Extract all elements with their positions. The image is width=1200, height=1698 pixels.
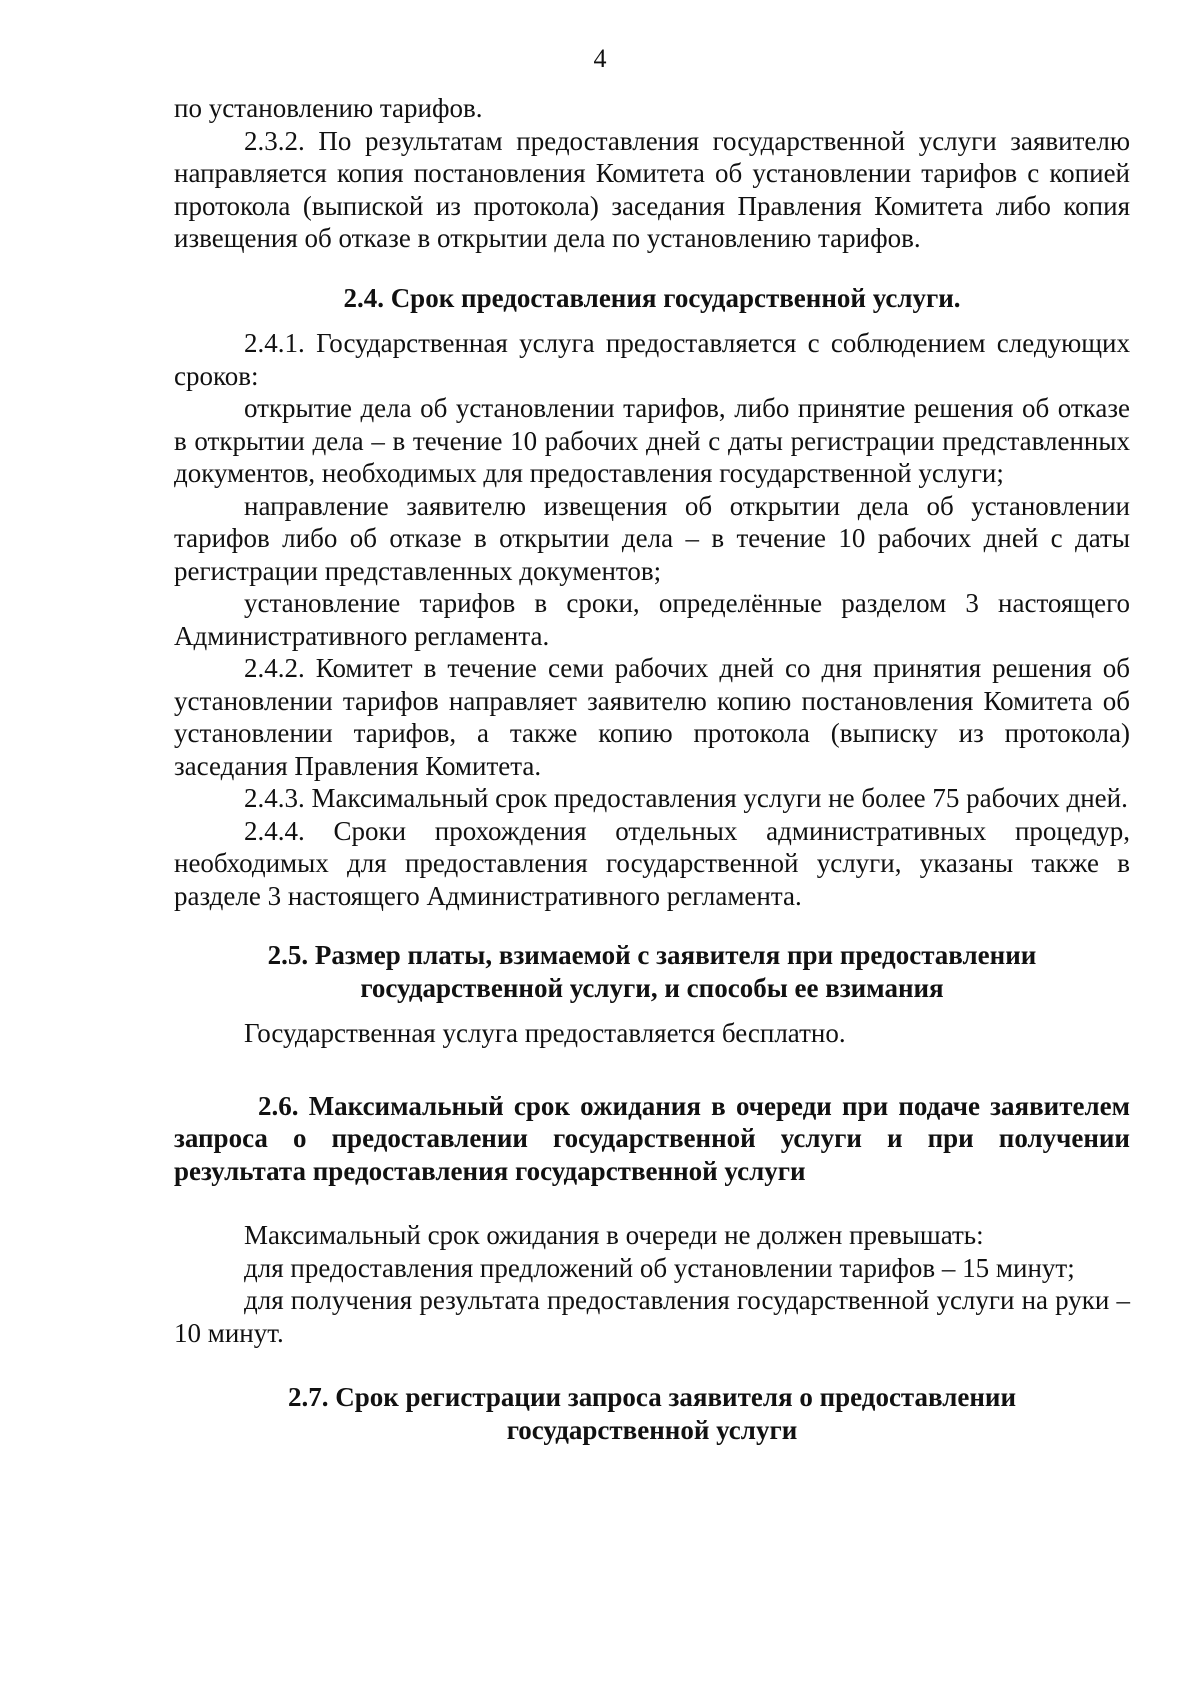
document-body: [174, 92, 1130, 1446]
heading-2-6: 2.6. Максимальный срок ожидания в очереди при подаче заявителем запроса о предоставлении государственной услуги и при получении результата предоставления государственной услуги: [174, 1090, 1130, 1186]
heading-2-7: [174, 1381, 1130, 1446]
paragraph-2-4-4: 2.4.4. Сроки прохождения отдельных административных процедур, необходимых для предоставления государственной услуги, указаны также в разделе 3 настоящего Административного регламента.: [174, 815, 1130, 911]
paragraph-continuation: по установлению тарифов.: [174, 93, 483, 123]
paragraph-2-4-2: 2.4.2. Комитет в течение семи рабочих дней со дня принятия решения об установлении тарифов направляет заявителю копию постановления Комитета об установлении тарифов, а также копию протокола (выписку из протокола) заседания Правления Комитета.: [174, 653, 1130, 781]
heading-2-5: [174, 939, 1130, 1004]
heading-2-7-line-2: государственной услуги: [506, 1414, 798, 1445]
paragraph-notification: направление заявителю извещения об открытии дела об установлении тарифов либо об отказе в открытии дела – в течение 10 рабочих дней с даты регистрации представленных документов;: [174, 490, 1130, 586]
paragraph-tariff-setting: установление тарифов в сроки, определённые разделом 3 настоящего Административного регламента.: [174, 588, 1130, 651]
paragraph-max-wait: Максимальный срок ожидания в очереди не должен превышать:: [244, 1220, 984, 1250]
heading-2-4: 2.4. Срок предоставления государственной услуги.: [343, 282, 961, 313]
paragraph-wait-proposals: для предоставления предложений об установлении тарифов – 15 минут;: [244, 1252, 1075, 1283]
page-number: 4: [593, 44, 607, 73]
heading-2-5-line-1: 2.5. Размер платы, взимаемой с заявителя при предоставлении: [267, 940, 1037, 970]
paragraph-opening-case: открытие дела об установлении тарифов, либо принятие решения об отказе в открытии дела – в течение 10 рабочих дней с даты регистрации представленных документов, необходимых для предоставления государственной услуги;: [174, 393, 1130, 488]
heading-2-5-line-2: государственной услуги, и способы ее взимания: [360, 972, 944, 1003]
paragraph-2-4-1: 2.4.1. Государственная услуга предоставляется с соблюдением следующих сроков:: [174, 328, 1130, 391]
paragraph-2-3-2: 2.3.2. По результатам предоставления государственной услуги заявителю направляется копия постановления Комитета об установлении тарифов с копией протокола (выпиской из протокола) заседания Правления Комитета либо копия извещения об отказе в открытии дела по установлению тарифов.: [174, 125, 1130, 253]
paragraph-free-service: Государственная услуга предоставляется бесплатно.: [244, 1018, 846, 1048]
paragraph-2-4-3: 2.4.3. Максимальный срок предоставления услуги не более 75 рабочих дней.: [244, 783, 1128, 813]
paragraph-wait-result: для получения результата предоставления государственной услуги на руки – 10 минут.: [174, 1285, 1130, 1348]
heading-2-7-line-1: 2.7. Срок регистрации запроса заявителя о предоставлении: [287, 1382, 1017, 1412]
